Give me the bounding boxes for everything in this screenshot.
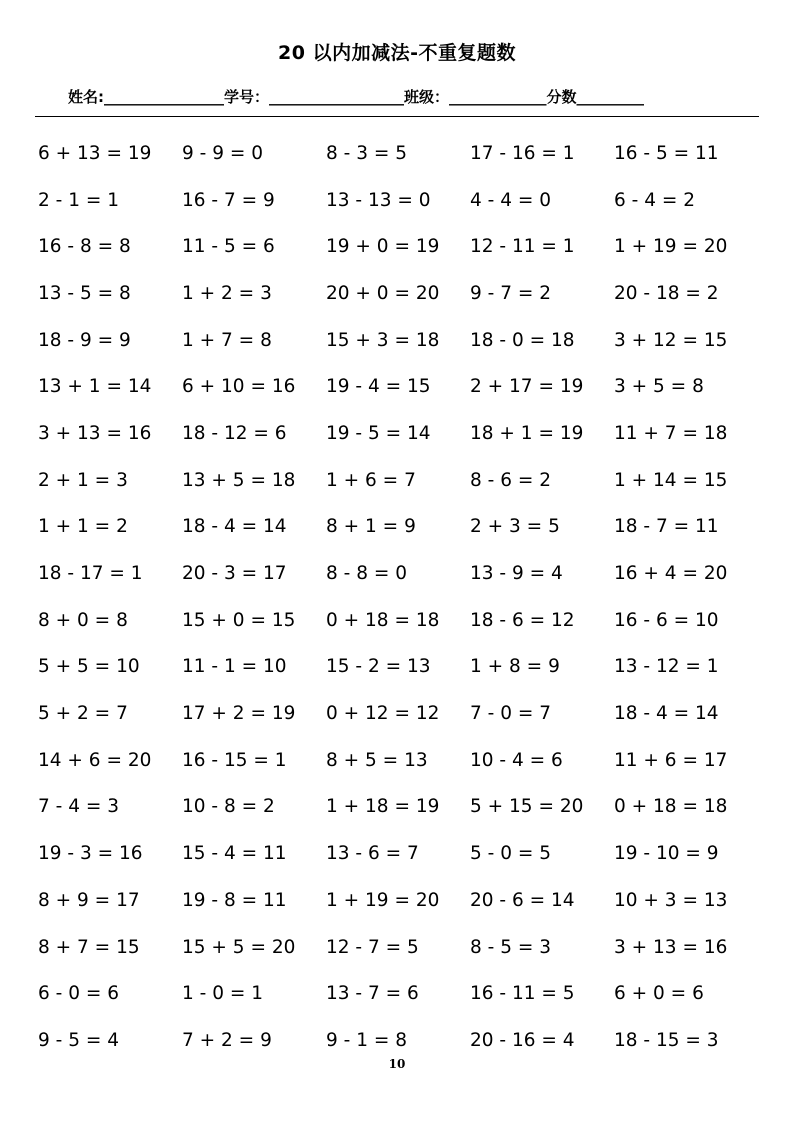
exercise-item: 18 + 1 = 19 bbox=[470, 422, 584, 444]
exercise-item: 10 + 3 = 13 bbox=[614, 889, 728, 911]
exercise-item: 19 - 8 = 11 bbox=[182, 889, 287, 911]
exercise-item: 15 + 3 = 18 bbox=[326, 329, 440, 351]
exercise-item: 16 - 7 = 9 bbox=[182, 189, 275, 211]
exercise-row bbox=[38, 317, 758, 364]
exercise-row bbox=[38, 597, 758, 644]
exercise-item: 18 - 9 = 9 bbox=[38, 329, 131, 351]
exercise-item: 8 - 5 = 3 bbox=[470, 936, 552, 958]
exercise-item: 20 - 6 = 14 bbox=[470, 889, 575, 911]
exercise-row bbox=[38, 830, 758, 877]
exercise-row bbox=[38, 970, 758, 1017]
exercise-item: 6 + 10 = 16 bbox=[182, 376, 296, 398]
exercise-item: 18 - 12 = 6 bbox=[182, 422, 287, 444]
exercise-item: 11 + 7 = 18 bbox=[614, 422, 728, 444]
exercise-item: 18 - 4 = 14 bbox=[614, 703, 719, 725]
exercise-item: 19 - 5 = 14 bbox=[326, 422, 431, 444]
exercise-item: 5 + 2 = 7 bbox=[38, 703, 128, 725]
exercise-item: 13 - 6 = 7 bbox=[326, 843, 419, 865]
exercise-item: 9 - 7 = 2 bbox=[470, 282, 552, 304]
exercise-item: 18 - 15 = 3 bbox=[614, 1029, 719, 1051]
exercise-item: 13 - 13 = 0 bbox=[326, 189, 431, 211]
exercise-item: 15 - 2 = 13 bbox=[326, 656, 431, 678]
exercise-item: 2 + 17 = 19 bbox=[470, 376, 584, 398]
exercise-row bbox=[38, 550, 758, 597]
exercise-row bbox=[38, 130, 758, 177]
exercise-item: 6 - 0 = 6 bbox=[38, 983, 120, 1005]
page-title: 20 以内加减法-不重复题数 bbox=[278, 42, 516, 64]
exercise-item: 8 - 8 = 0 bbox=[326, 563, 408, 585]
exercise-row bbox=[38, 504, 758, 551]
exercise-item: 1 + 19 = 20 bbox=[326, 889, 440, 911]
exercise-item: 5 + 15 = 20 bbox=[470, 796, 584, 818]
exercise-item: 18 - 0 = 18 bbox=[470, 329, 575, 351]
exercise-grid bbox=[38, 130, 758, 1064]
exercise-row bbox=[38, 644, 758, 691]
exercise-item: 15 + 5 = 20 bbox=[182, 936, 296, 958]
exercise-item: 18 - 7 = 11 bbox=[614, 516, 719, 538]
exercise-item: 17 + 2 = 19 bbox=[182, 703, 296, 725]
exercise-item: 3 + 13 = 16 bbox=[614, 936, 728, 958]
exercise-item: 6 + 0 = 6 bbox=[614, 983, 704, 1005]
exercise-item: 18 - 17 = 1 bbox=[38, 563, 143, 585]
exercise-item: 16 - 15 = 1 bbox=[182, 749, 287, 771]
exercise-row bbox=[38, 223, 758, 270]
exercise-item: 8 + 9 = 17 bbox=[38, 889, 140, 911]
exercise-row bbox=[38, 877, 758, 924]
exercise-item: 1 - 0 = 1 bbox=[182, 983, 264, 1005]
header-divider bbox=[35, 116, 759, 117]
exercise-item: 8 + 7 = 15 bbox=[38, 936, 140, 958]
exercise-row bbox=[38, 457, 758, 504]
page-number: 10 bbox=[388, 1057, 406, 1071]
exercise-item: 1 + 18 = 19 bbox=[326, 796, 440, 818]
exercise-row bbox=[38, 363, 758, 410]
exercise-item: 19 - 3 = 16 bbox=[38, 843, 143, 865]
exercise-item: 13 - 9 = 4 bbox=[470, 563, 563, 585]
exercise-item: 14 + 6 = 20 bbox=[38, 749, 152, 771]
exercise-item: 16 - 8 = 8 bbox=[38, 236, 131, 258]
student-info-line bbox=[68, 86, 644, 107]
exercise-item: 19 - 10 = 9 bbox=[614, 843, 719, 865]
exercise-item: 11 - 5 = 6 bbox=[182, 236, 275, 258]
exercise-item: 11 - 1 = 10 bbox=[182, 656, 287, 678]
exercise-item: 1 + 6 = 7 bbox=[326, 469, 416, 491]
exercise-item: 9 - 5 = 4 bbox=[38, 1029, 120, 1051]
exercise-item: 8 + 1 = 9 bbox=[326, 516, 416, 538]
exercise-item: 0 + 12 = 12 bbox=[326, 703, 440, 725]
exercise-item: 0 + 18 = 18 bbox=[326, 609, 440, 631]
exercise-item: 2 + 3 = 5 bbox=[470, 516, 560, 538]
exercise-item: 20 - 18 = 2 bbox=[614, 282, 719, 304]
exercise-item: 1 + 7 = 8 bbox=[182, 329, 272, 351]
exercise-item: 7 + 2 = 9 bbox=[182, 1029, 272, 1051]
exercise-item: 8 - 3 = 5 bbox=[326, 142, 408, 164]
exercise-item: 20 - 16 = 4 bbox=[470, 1029, 575, 1051]
exercise-item: 13 - 7 = 6 bbox=[326, 983, 419, 1005]
exercise-row bbox=[38, 737, 758, 784]
exercise-item: 17 - 16 = 1 bbox=[470, 142, 575, 164]
exercise-item: 18 - 4 = 14 bbox=[182, 516, 287, 538]
exercise-item: 4 - 4 = 0 bbox=[470, 189, 552, 211]
exercise-item: 15 - 4 = 11 bbox=[182, 843, 287, 865]
exercise-row bbox=[38, 177, 758, 224]
exercise-item: 11 + 6 = 17 bbox=[614, 749, 728, 771]
exercise-item: 2 - 1 = 1 bbox=[38, 189, 120, 211]
exercise-item: 3 + 12 = 15 bbox=[614, 329, 728, 351]
exercise-item: 5 + 5 = 10 bbox=[38, 656, 140, 678]
class-field: 班级：_____________ bbox=[404, 88, 547, 106]
exercise-item: 6 + 13 = 19 bbox=[38, 142, 152, 164]
exercise-item: 13 - 5 = 8 bbox=[38, 282, 131, 304]
exercise-item: 18 - 6 = 12 bbox=[470, 609, 575, 631]
exercise-item: 2 + 1 = 3 bbox=[38, 469, 128, 491]
score-field: 分数_________ bbox=[546, 88, 645, 106]
exercise-item: 10 - 4 = 6 bbox=[470, 749, 563, 771]
exercise-item: 8 + 5 = 13 bbox=[326, 749, 428, 771]
exercise-item: 9 - 9 = 0 bbox=[182, 142, 264, 164]
student-id-field: 学号：__________________ bbox=[224, 88, 405, 106]
exercise-item: 3 + 13 = 16 bbox=[38, 422, 152, 444]
exercise-item: 0 + 18 = 18 bbox=[614, 796, 728, 818]
exercise-item: 1 + 1 = 2 bbox=[38, 516, 128, 538]
name-field: 姓名:________________ bbox=[68, 88, 224, 106]
exercise-item: 15 + 0 = 15 bbox=[182, 609, 296, 631]
exercise-item: 3 + 5 = 8 bbox=[614, 376, 704, 398]
exercise-row bbox=[38, 270, 758, 317]
exercise-item: 10 - 8 = 2 bbox=[182, 796, 275, 818]
exercise-item: 1 + 8 = 9 bbox=[470, 656, 560, 678]
exercise-item: 8 + 0 = 8 bbox=[38, 609, 128, 631]
exercise-item: 6 - 4 = 2 bbox=[614, 189, 696, 211]
exercise-row bbox=[38, 690, 758, 737]
exercise-item: 12 - 7 = 5 bbox=[326, 936, 419, 958]
exercise-item: 1 + 19 = 20 bbox=[614, 236, 728, 258]
exercise-item: 13 + 1 = 14 bbox=[38, 376, 152, 398]
exercise-item: 20 - 3 = 17 bbox=[182, 563, 287, 585]
exercise-item: 7 - 4 = 3 bbox=[38, 796, 120, 818]
exercise-item: 19 - 4 = 15 bbox=[326, 376, 431, 398]
exercise-row bbox=[38, 924, 758, 971]
exercise-row bbox=[38, 784, 758, 831]
exercise-item: 7 - 0 = 7 bbox=[470, 703, 552, 725]
exercise-item: 20 + 0 = 20 bbox=[326, 282, 440, 304]
exercise-item: 8 - 6 = 2 bbox=[470, 469, 552, 491]
exercise-item: 16 - 5 = 11 bbox=[614, 142, 719, 164]
exercise-item: 13 + 5 = 18 bbox=[182, 469, 296, 491]
exercise-item: 5 - 0 = 5 bbox=[470, 843, 552, 865]
exercise-item: 12 - 11 = 1 bbox=[470, 236, 575, 258]
exercise-item: 9 - 1 = 8 bbox=[326, 1029, 408, 1051]
exercise-item: 16 + 4 = 20 bbox=[614, 563, 728, 585]
exercise-item: 13 - 12 = 1 bbox=[614, 656, 719, 678]
exercise-item: 16 - 6 = 10 bbox=[614, 609, 719, 631]
exercise-item: 16 - 11 = 5 bbox=[470, 983, 575, 1005]
exercise-item: 19 + 0 = 19 bbox=[326, 236, 440, 258]
exercise-item: 1 + 2 = 3 bbox=[182, 282, 272, 304]
exercise-item: 1 + 14 = 15 bbox=[614, 469, 728, 491]
exercise-row bbox=[38, 410, 758, 457]
